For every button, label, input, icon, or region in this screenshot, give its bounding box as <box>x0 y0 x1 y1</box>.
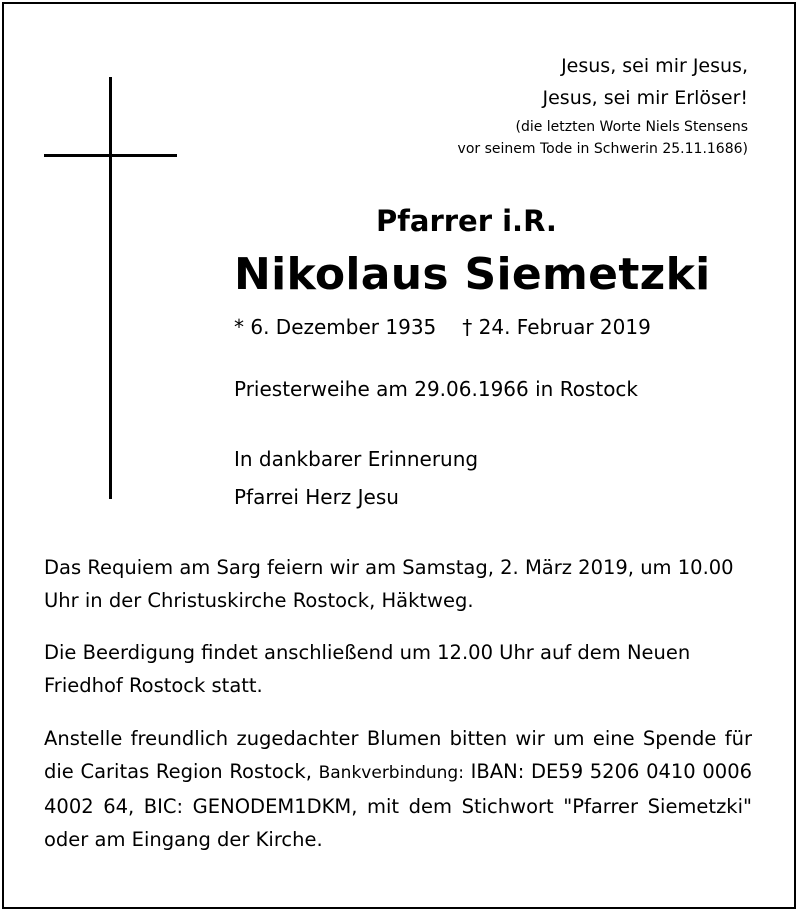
quote-line-2: Jesus, sei mir Erlöser! <box>542 87 748 109</box>
parish-name: Pfarrei Herz Jesu <box>234 485 399 509</box>
scripture-quote <box>458 50 748 160</box>
life-dates <box>234 315 651 339</box>
burial-paragraph: Die Beerdigung findet anschließend um 12.00 Uhr auf dem Neuen Friedhof Rostock statt. <box>44 641 691 697</box>
bank-details: IBAN: DE59 5206 0410 0006 4002 64, BIC: GENODEM1DKM, mit dem Stichwort "Pfarrer Siemetzki" oder am Eingang der Kirche. <box>44 760 753 851</box>
remembrance-line: In dankbarer Erinnerung <box>234 447 479 471</box>
requiem-paragraph: Das Requiem am Sarg feiern wir am Samstag, 2. März 2019, um 10.00 Uhr in der Christuskirche Rostock, Häktweg. <box>44 556 734 612</box>
clerical-title: Pfarrer i.R. <box>376 204 557 238</box>
cross-vertical-bar <box>109 77 112 499</box>
bank-label: Bankverbindung: <box>318 763 464 783</box>
quote-line-1: Jesus, sei mir Jesus, <box>561 55 748 77</box>
donation-text: Anstelle freundlich zugedachter Blumen bitten wir um eine Spende für die Caritas Region Rostock, <box>44 727 752 783</box>
quote-attribution-1: (die letzten Worte Niels Stensens <box>515 119 748 135</box>
death-date: † 24. Februar 2019 <box>462 315 651 339</box>
donation-paragraph <box>44 722 752 856</box>
cross-horizontal-bar <box>44 154 177 157</box>
deceased-name: Nikolaus Siemetzki <box>234 249 711 300</box>
birth-date: * 6. Dezember 1935 <box>234 315 437 339</box>
obituary-notice <box>2 2 796 909</box>
remembrance-block <box>234 440 478 516</box>
quote-attribution-2: vor seinem Tode in Schwerin 25.11.1686) <box>457 141 748 157</box>
ordination-date: Priesterweihe am 29.06.1966 in Rostock <box>234 377 639 401</box>
